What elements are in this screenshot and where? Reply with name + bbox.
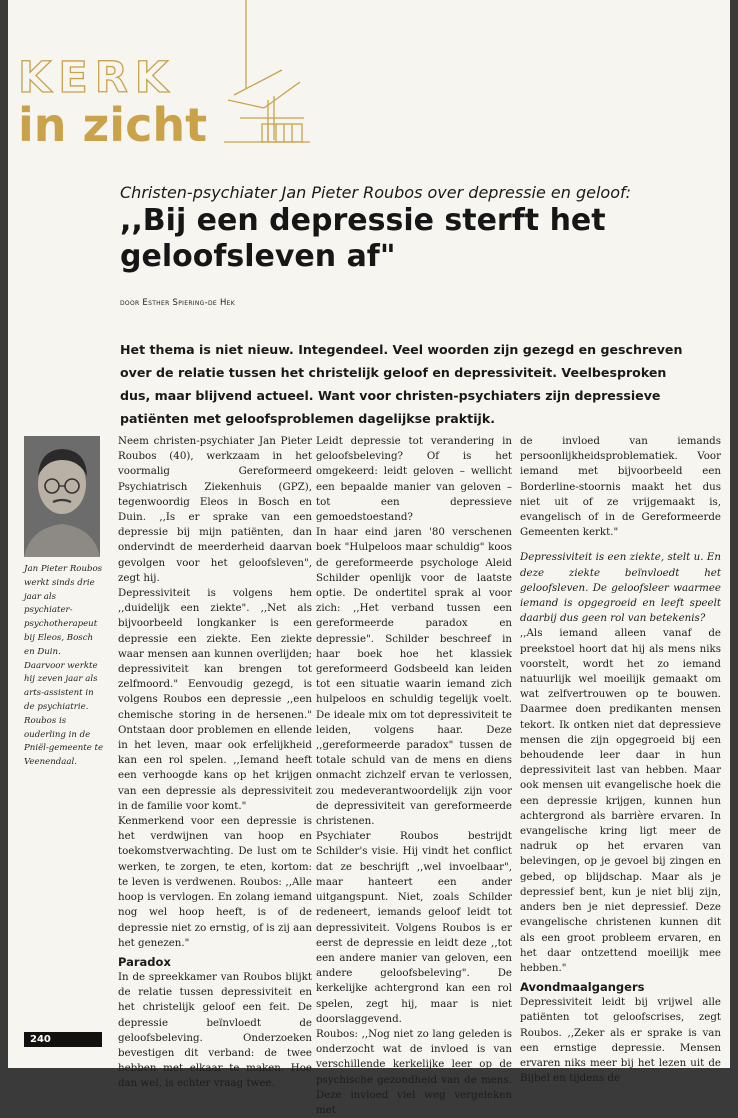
magazine-page	[8, 0, 730, 1116]
paragraph: Depressiviteit leidt bij vrijwel alle patiënten tot geloofscrises, zegt Roubos. ,,Zeker als er sprake is van een ernstige depressie. Mensen ervaren niks meer bij het lezen uit de Bijbel en tijdens de	[520, 996, 721, 1085]
subheading-paradox: Paradox	[118, 954, 171, 969]
text-column-1	[118, 434, 312, 1092]
page-number: 240	[24, 1032, 102, 1047]
paragraph: ,,Als iemand alleen vanaf de preekstoel hoort dat hij als mens niks voorstelt, wordt het zo iemand natuurlijk wel moeilijk gemaakt om wat zelfvertrouwen op te bouwen. Daarmee doen predikanten mensen tekort. Ik ontken niet dat depressieve mensen die zijn opgegroeid bij een behoudende leer daar in hun depressiviteit last van hebben. Maar ook mensen uit evangelische hoek die een depressie krijgen, kunnen hun achtergrond als barrière ervaren. In evangelische kring ligt meer de nadruk op het ervaren van belevingen, op je gevoel bij zingen en gebed, op blijdschap. Maar als je depressief bent, kun je niet blij zijn, anders ben je niet depressief. Deze evangelische christenen kunnen dit als een groot probleem ervaren, en het daar ontzettend moeilijk mee hebben."	[520, 627, 721, 974]
paragraph: In de spreekkamer van Roubos blijkt de relatie tussen depressiviteit en het christelijk geloof een feit. De depressie beïnvloedt de geloofsbeleving. Onderzoeken bevestigen dit verband: de twee hebben met elkaar te maken. Hoe dan wel, is echter vraag twee.	[118, 970, 312, 1090]
masthead-kerk: KERK	[18, 53, 176, 103]
article-intro: Het thema is niet nieuw. Integendeel. Veel woorden zijn gezegd en geschreven over de relatie tussen het christelijk geloof en depressiviteit. Veelbesproken dus, maar blijvend actueel. Want voor christen-psychiaters zijn depressieve patiënten met geloofsproblemen dagelijkse praktijk.	[120, 342, 683, 426]
masthead-in-zicht: in zicht	[18, 98, 208, 152]
text-column-2	[316, 434, 512, 1118]
text-column-3	[520, 434, 721, 1086]
paragraph: Roubos: ,,Nog niet zo lang geleden is onderzocht wat de invloed is van verschillende kerkelijke leer op de psychische gezondheid van de mens. Deze invloed viel weg vergeleken met	[316, 1027, 512, 1116]
paragraph: Neem christen-psychiater Jan Pieter Roubos (40), werkzaam in het voormalig Gereformeerd Psychiatrisch Ziekenhuis (GPZ), tegenwoordig Eleos in Bosch en Duin. ,,Is er sprake van een depressie bij mijn patiënten, dan ondervindt de meerderheid daarvan gevolgen voor het geloofsleven", zegt hij.	[118, 435, 312, 584]
article-headline: ,,Bij een depressie sterft het geloofsleven af"	[120, 203, 606, 274]
interview-question: Depressiviteit is een ziekte, stelt u. En deze ziekte beïnvloedt het geloofsleven. De geloofsleer waarmee iemand is opgegroeid en leeft speelt daarbij dus geen rol van betekenis?	[520, 551, 721, 625]
photo-caption: Jan Pieter Roubos werkt sinds drie jaar als psychiater-psychotherapeut bij Eleos, Bosch en Duin. Daarvoor werkte hij zeven jaar als arts-assistent in de psychiatrie. Roubos is ouderling in de Pniël-gemeente te Veenendaal.	[24, 564, 104, 768]
paragraph: Kenmerkend voor een depressie is het verdwijnen van hoop en toekomstverwachting. De lust om te werken, te zorgen, te eten, kortom: te leven is verdwenen. Roubos: ,,Alle hoop is vervlogen. En zolang iemand nog wel hoop heeft, is of de depressie niet zo ernstig, of is zij aan het genezen."	[118, 815, 312, 949]
section-masthead	[18, 54, 207, 150]
paragraph: Psychiater Roubos bestrijdt Schilder's visie. Hij vindt het conflict dat ze beschrijft ,,wel invoelbaar", maar hanteert een ander uitgangspunt. Niet, zoals Schilder redeneert, iemands geloof leidt tot depressiviteit. Volgens Roubos is er eerst de depressie en leidt deze ,,tot een andere manier van geloven, een andere geloofsbeleving". De kerkelijke achtergrond kan een rol spelen, zegt hij, maar is niet doorslaggevend.	[316, 830, 512, 1025]
subheading-avondmaalgangers: Avondmaalgangers	[520, 980, 645, 995]
paragraph: Leidt depressie tot verandering in geloofsbeleving? Of is het omgekeerd: leidt geloven – wellicht een bepaalde manier van geloven – tot een depressieve gemoedstoestand?	[316, 435, 512, 524]
paragraph: de invloed van iemands persoonlijkheidsproblematiek. Voor iemand met bijvoorbeeld een Borderline-stoornis maakt het dus niet uit of ze vrijgemaakt is, evangelisch of in de Gereformeerde Gemeenten kerkt."	[520, 435, 721, 539]
article-kicker: Christen-psychiater Jan Pieter Roubos over depressie en geloof:	[120, 183, 632, 202]
paragraph: Depressiviteit is volgens hem ,,duidelijk een ziekte". ,,Net als bijvoorbeeld longkanker is een depressie een ziekte. Een ziekte waar mensen aan kunnen overlijden; depressiviteit kan brengen tot zelfmoord." Eenvoudig gezegd, is volgens Roubos een depressie ,,een chemische storing in de hersenen." Ontstaan door problemen en ellende in het leven, maar ook erfelijkheid kan een rol spelen. ,,Iemand heeft een verhoogde kans op het krijgen van een depressie als depressiviteit in de familie voor komt."	[118, 587, 312, 812]
paragraph: In haar eind jaren '80 verschenen boek "Hulpeloos maar schuldig" koos de gereformeerde psychologe Aleid Schilder openlijk voor de laatste optie. De ondertitel sprak al voor zich: ,,Het verband tussen een gereformeerde paradox en depressie". Schilder beschreef in haar boek hoe het klassiek gereformeerd Godsbeeld kan leiden tot een situatie waarin iemand zich hulpeloos en schuldig tegelijk voelt. De ideale mix om tot depressiviteit te leiden, volgens haar. Deze ,,gereformeerde paradox" tussen de totale schuld van de mens en diens onmacht zichzelf ervan te verlossen, zou medeverantwoordelijk zijn voor de depressiviteit van gereformeerde christenen.	[316, 526, 512, 828]
portrait-image	[24, 436, 100, 557]
author-photo	[24, 436, 100, 557]
church-illustration	[204, 0, 314, 150]
article-byline: door Esther Spiering-de Hek	[120, 298, 236, 308]
